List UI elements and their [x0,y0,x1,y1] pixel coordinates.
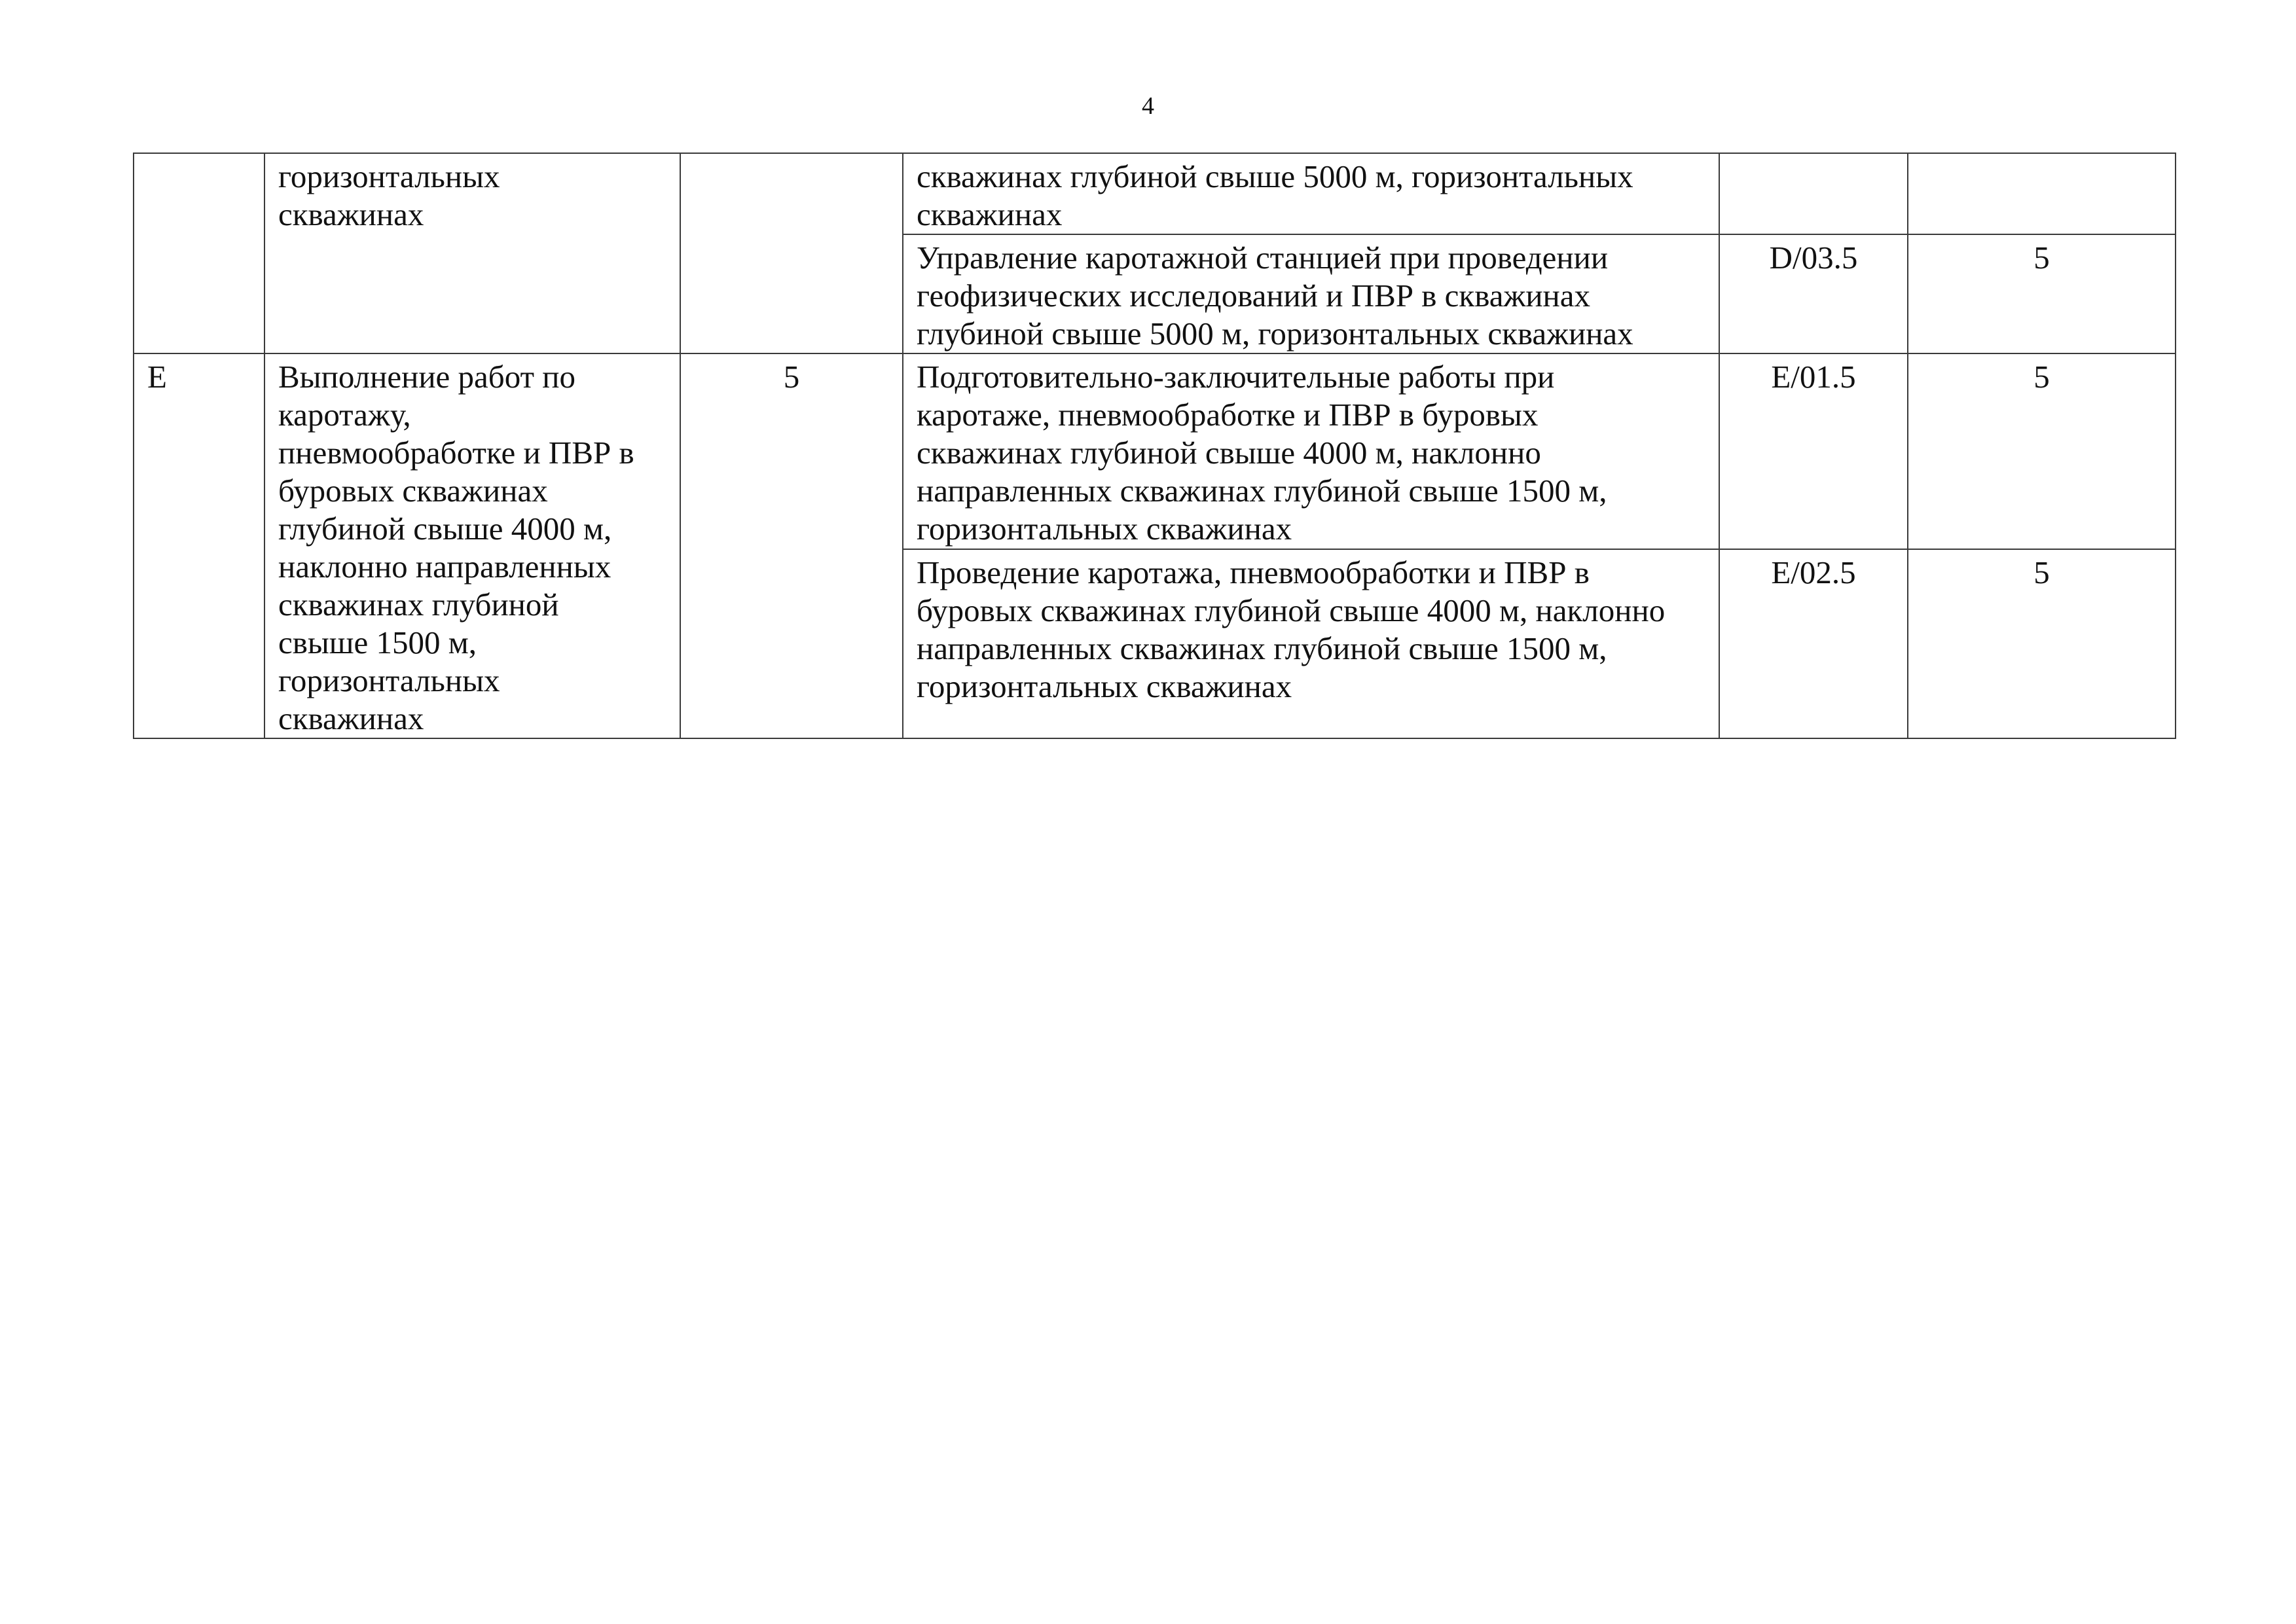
generalized-function-level [680,153,903,353]
page-number: 4 [1142,92,1154,120]
labor-function-code: E/01.5 [1719,353,1908,549]
labor-function-level [1908,153,2176,234]
labor-function-level: 5 [1908,353,2176,549]
generalized-function-level: 5 [680,353,903,738]
qualification-table [133,153,2176,739]
labor-function-level: 5 [1908,234,2176,353]
table-row [134,353,2176,549]
generalized-function-code: E [134,353,264,738]
labor-function-name: Проведение каротажа, пневмообработки и ПВР в буровых скважинах глубиной свыше 4000 м, наклонно направленных скважинах глубиной свыше 1500 м, горизонтальных скважинах [903,549,1719,738]
labor-function-name: скважинах глубиной свыше 5000 м, горизонтальных скважинах [903,153,1719,234]
labor-function-code: E/02.5 [1719,549,1908,738]
labor-function-code: D/03.5 [1719,234,1908,353]
generalized-function-name: Выполнение работ по каротажу, пневмообработке и ПВР в буровых скважинах глубиной свыше 4000 м, наклонно направленных скважинах глубиной свыше 1500 м, горизонтальных скважинах [264,353,680,738]
labor-function-code [1719,153,1908,234]
generalized-function-code [134,153,264,353]
labor-function-name: Управление каротажной станцией при проведении геофизических исследований и ПВР в скважинах глубиной свыше 5000 м, горизонтальных скважинах [903,234,1719,353]
labor-function-name: Подготовительно-заключительные работы при каротаже, пневмообработке и ПВР в буровых скважинах глубиной свыше 4000 м, наклонно направленных скважинах глубиной свыше 1500 м, горизонтальных скважинах [903,353,1719,549]
table-row [134,153,2176,234]
labor-function-level: 5 [1908,549,2176,738]
generalized-function-name: горизонтальных скважинах [264,153,680,353]
